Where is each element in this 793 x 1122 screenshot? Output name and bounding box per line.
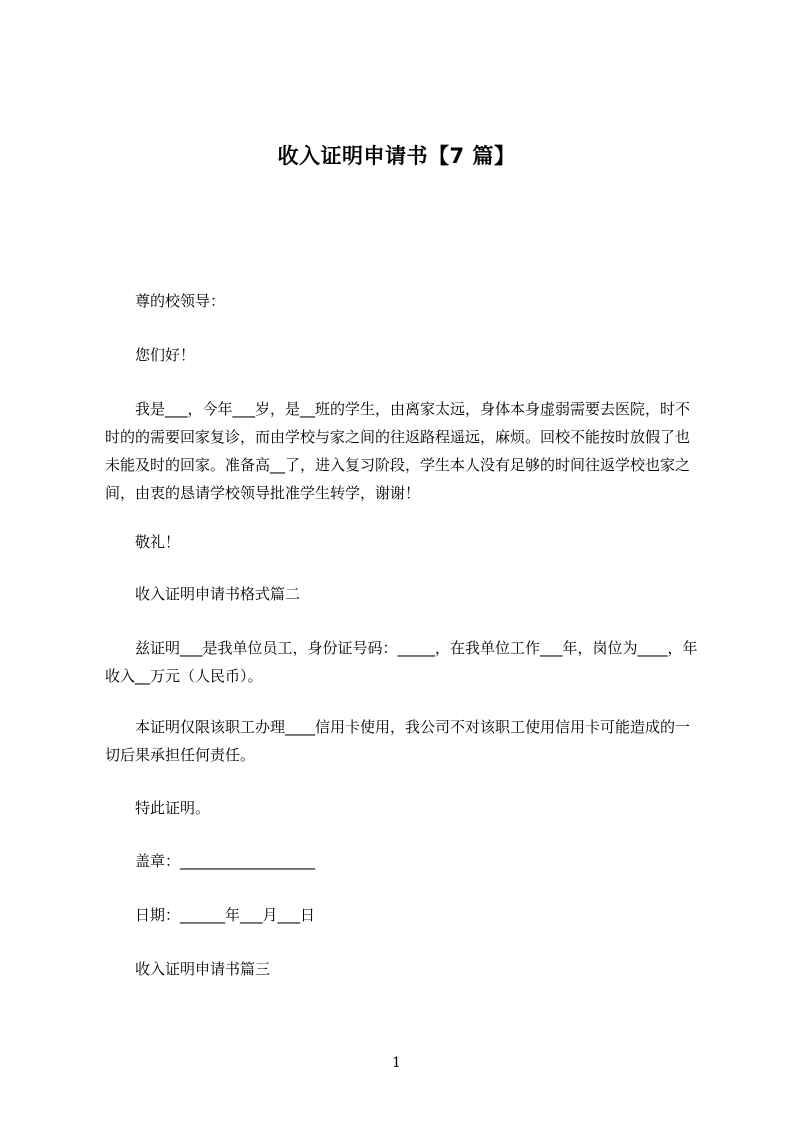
salutation: 尊的校领导： bbox=[135, 292, 226, 310]
body-paragraph-employment-proof: 兹证明___是我单位员工，身份证号码：_____，在我单位工作___年，岗位为____，年收入__万元（人民币）。 bbox=[105, 639, 698, 685]
section-heading-3: 收入证明申请书篇三 bbox=[135, 960, 271, 978]
page-number: 1 bbox=[392, 1055, 401, 1071]
hereby-certify: 特此证明。 bbox=[135, 799, 211, 817]
body-paragraph-transfer-request: 我是___，今年___岁，是__班的学生，由离家太远，身体本身虚弱需要去医院，时不时的的需要回家复诊，而由学校与家之间的往返路程遥远，麻烦。回校不能按时放假了也未能及时的回家。准备高__了，进入复习阶段，学生本人没有足够的时间往返学校也家之间，由衷的恳请学校领导批准学生转学，谢谢！ bbox=[105, 400, 691, 502]
date-line: 日期：______年___月___日 bbox=[135, 906, 316, 924]
stamp-line: 盖章：__________________ bbox=[135, 852, 316, 870]
document-title: 收入证明申请书【7 篇】 bbox=[277, 144, 516, 168]
body-paragraph-disclaimer: 本证明仅限该职工办理____信用卡使用，我公司不对该职工使用信用卡可能造成的一切后果承担任何责任。 bbox=[105, 718, 691, 764]
closing-salute: 敬礼！ bbox=[135, 533, 181, 551]
section-heading-2: 收入证明申请书格式篇二 bbox=[135, 585, 301, 603]
greeting: 您们好！ bbox=[135, 346, 196, 364]
